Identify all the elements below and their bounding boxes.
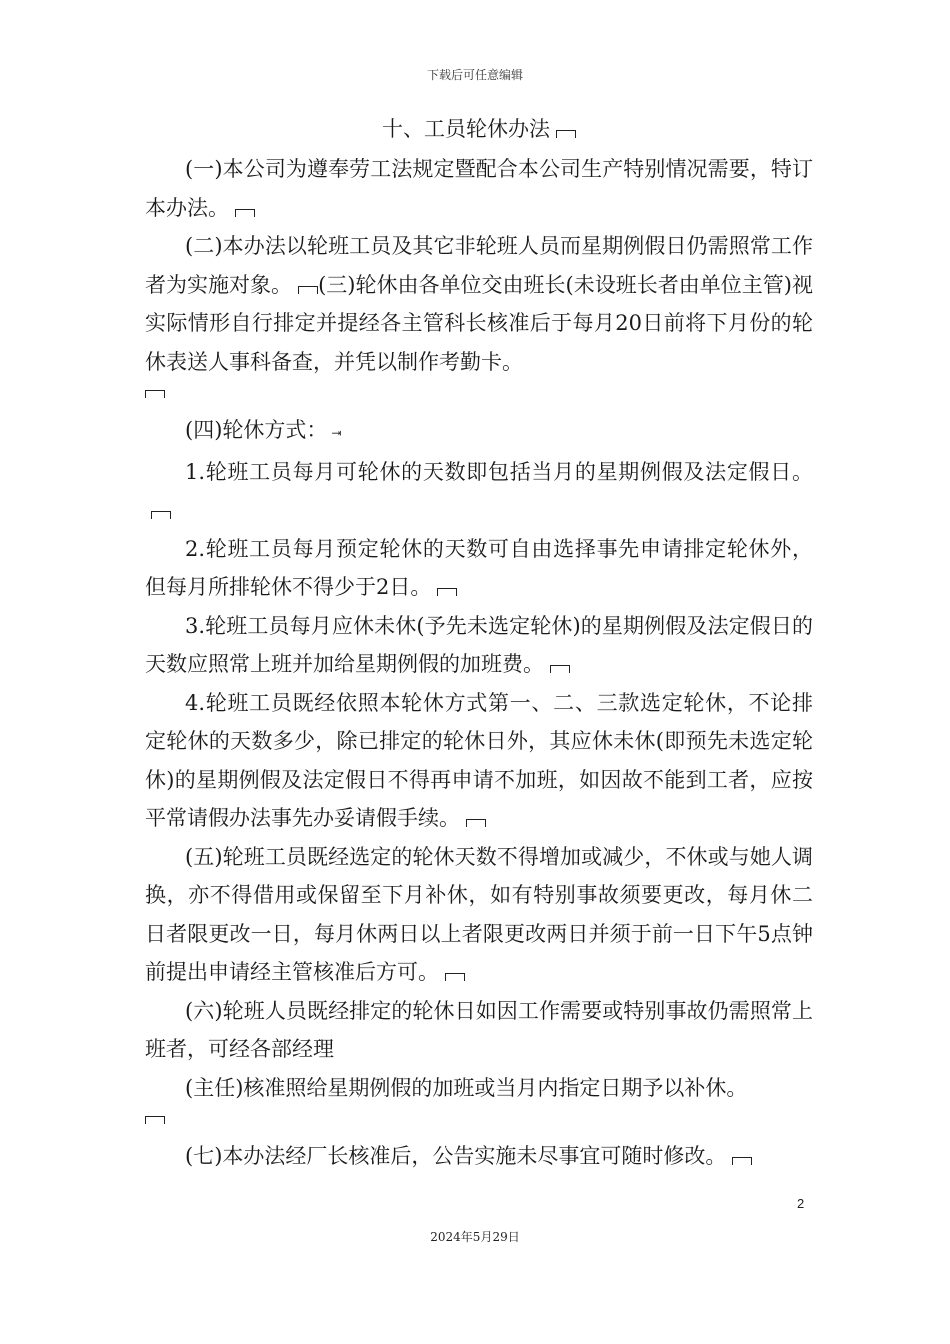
page-number: 2 — [797, 1196, 805, 1211]
paragraph-mark-icon — [235, 209, 255, 217]
paragraph-mark-icon — [550, 665, 570, 673]
paragraph-mark-icon — [466, 819, 486, 827]
page-header-note: 下载后可任意编辑 — [426, 68, 523, 82]
paragraph-text: 4.轮班工员既经依照本轮休方式第一、二、三款选定轮休，不论排定轮休的天数多少，除已排定的轮休日外，其应休未休(即预先未选定轮休)的星期例假及法定假日不得再申请不加班，如因故不能到工者，应按平常请假办法事先办妥请假手续。 — [145, 690, 813, 830]
paragraph-mark-icon — [145, 1116, 165, 1124]
paragraph-mark-icon — [151, 511, 171, 519]
paragraph-mark-icon — [298, 286, 318, 294]
paragraph-5 — [145, 453, 813, 530]
paragraph-text: 2.轮班工员每月预定轮休的天数可自由选择事先申请排定轮休外，但每月所排轮休不得少于2日。 — [145, 536, 813, 599]
paragraph-9 — [145, 838, 813, 992]
paragraph-text: (四)轮休方式： — [185, 418, 328, 442]
paragraph-mark-line — [145, 1107, 813, 1137]
paragraph-text: (五)轮班工员既经选定的轮休天数不得增加或减少，不休或与她人调换，亦不得借用或保留至下月补休，如有特别事故须要更改，每月休二日者限更改一日，每月休两日以上者限更改两日并须于前一日下午5点钟前提出申请经主管核准后方可。 — [145, 844, 813, 984]
paragraph-text: (一)本公司为遵奉劳工法规定暨配合本公司生产特别情况需要，特订本办法。 — [145, 157, 813, 220]
paragraph-12 — [145, 1137, 813, 1176]
paragraph-text: 3.轮班工员每月应休未休(予先未选定轮休)的星期例假及法定假日的天数应照常上班并加给星期例假的加班费。 — [145, 613, 813, 676]
paragraph-text: (二)本办法以轮班工员及其它非轮班人员而星期例假日仍需照常工作者为实施对象。 — [145, 234, 813, 297]
paragraph-mark-icon — [445, 973, 465, 981]
paragraph-text: (六)轮班人员既经排定的轮休日如因工作需要或特别事故仍需照常上班者，可经各部经理 — [145, 998, 813, 1061]
paragraph-mark-icon — [437, 588, 457, 596]
paragraph-10 — [145, 992, 813, 1069]
paragraph-6 — [145, 530, 813, 607]
paragraph-text: (三)轮休由各单位交由班长(未设班长者由单位主管)视实际情形自行排定并提经各主管科长核准后于每月20日前将下月份的轮休表送人事科备查，并凭以制作考勤卡。 — [145, 272, 814, 374]
paragraph-1 — [145, 150, 813, 227]
page-footer-date: 2024年5月29日 — [430, 1230, 520, 1244]
paragraph-11 — [145, 1069, 813, 1108]
paragraph-7 — [145, 607, 813, 684]
document-body — [145, 112, 813, 1176]
paragraph-mark-icon — [732, 1157, 752, 1165]
document-title — [145, 112, 813, 146]
tab-mark-icon: ⇥ — [331, 426, 342, 440]
paragraph-mark-icon — [556, 130, 576, 138]
paragraph-2 — [145, 227, 813, 381]
paragraph-mark-line — [145, 381, 813, 411]
paragraph-4 — [145, 411, 813, 453]
paragraph-text: (七)本办法经厂长核准后，公告实施未尽事宜可随时修改。 — [185, 1144, 727, 1168]
paragraph-mark-icon — [145, 390, 165, 398]
paragraph-text: 1.轮班工员每月可轮休的天数即包括当月的星期例假及法定假日。 — [185, 459, 813, 484]
paragraph-8 — [145, 684, 813, 838]
paragraph-text: (主任)核准照给星期例假的加班或当月内指定日期予以补休。 — [185, 1075, 748, 1100]
title-text: 十、工员轮休办法 — [382, 117, 550, 141]
